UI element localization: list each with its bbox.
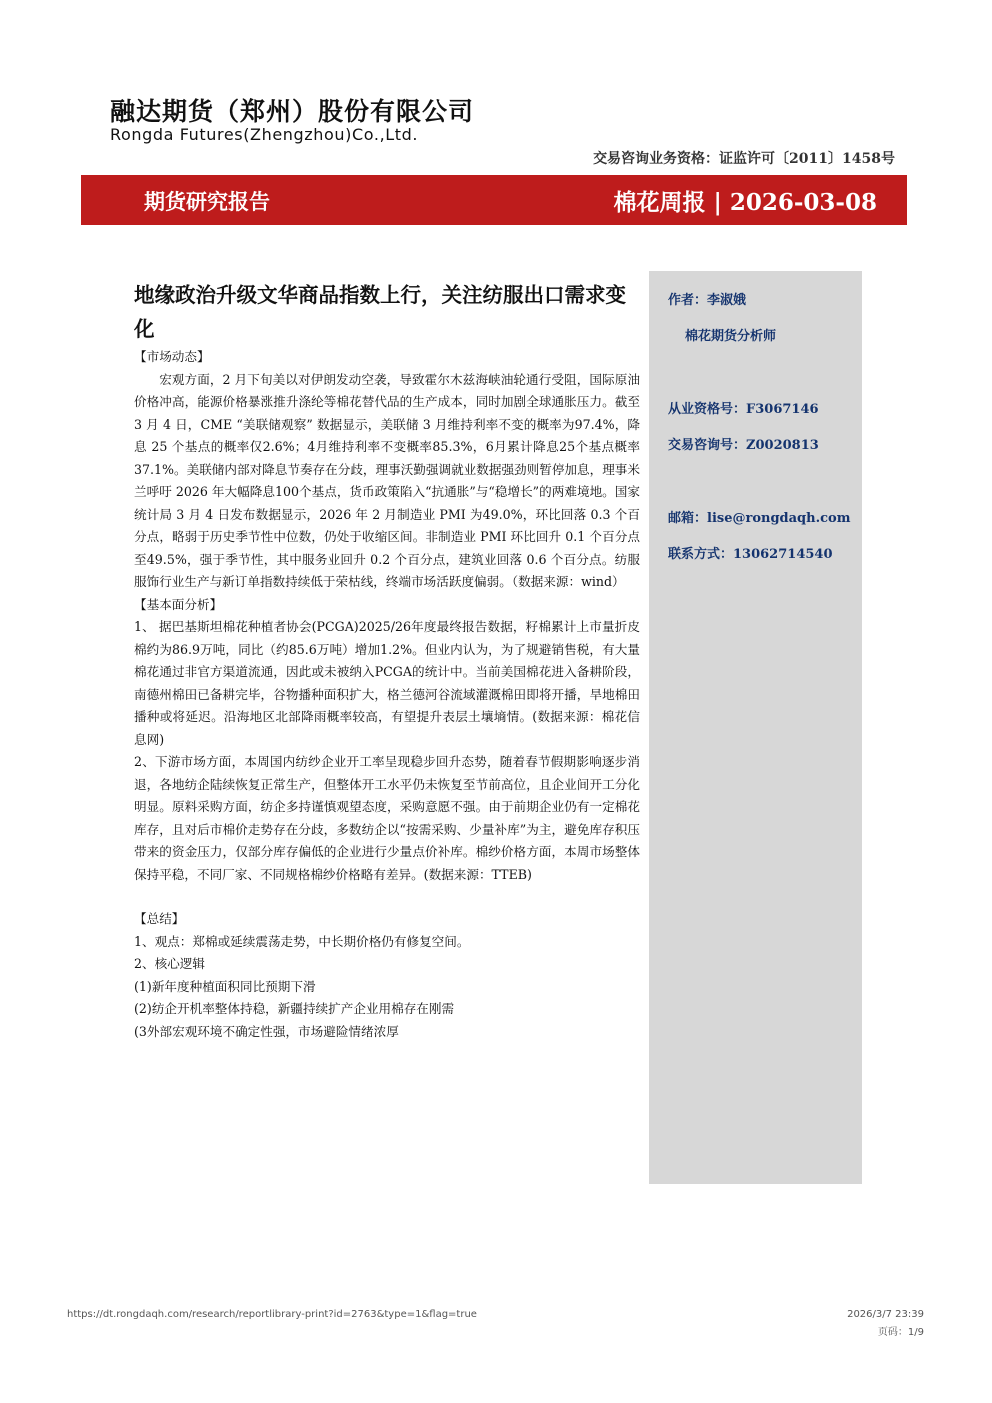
author-name: 作者：李淑娥 [668,293,747,308]
footer-datetime: 2026/3/7 23:39 [847,1309,924,1320]
report-title: 地缘政治升级文华商品指数上行，关注纺服出口需求变化 [134,283,626,341]
footer-url: https://dt.rongdaqh.com/research/reportlibrary-print?id=2763&type=1&flag=true [67,1309,477,1320]
section-heading-summary: 【总结】 [134,911,185,926]
market-paragraph: 宏观方面，2 月下旬美以对伊朗发动空袭，导致霍尔木兹海峡油轮通行受阻，国际原油价格冲高，能源价格暴涨推升涤纶等棉花替代品的生产成本，同时加剧全球通胀压力。截至 3 月 4 日，CME “美联储观察” 数据显示，美联储 3 月维持利率不变的概率为97.4%，降息 25 个基点的概率仅2.6%；4月维持利率不变概率85.3%，6月累计降息25个基点概率 37.1%。美联储内部对降息节奏存在分歧，理事沃勤强调就业数据强劲则暂停加息，理事米兰呼吁 2026 年大幅降息100个基点，货币政策陷入“抗通胀”与“稳增长”的两难境地。国家统计局 3 月 4 日发布数据显示，2026 年 2 月制造业 PMI 为49.0%，环比回落 0.3 个百分点，略弱于历史季节性中位数，仍处于收缩区间。非制造业 PMI 环比回升 0.1 个百分点至49.5%，强于季节性，其中服务业回升 0.2 个百分点，建筑业回落 0.6 个百分点。纺服服饰行业生产与新订单指数持续低于荣枯线，终端市场活跃度偏弱。（数据来源：wind） [134,371,640,589]
report-body [134,278,640,1043]
company-name-en: Rongda Futures(Zhengzhou)Co.,Ltd. [110,125,419,144]
author-role: 棉花期货分析师 [685,329,777,344]
summary-line: 2、核心逻辑 [134,956,205,971]
basic-paragraph-1: 1、 据巴基斯坦棉花种植者协会(PCGA)2025/26年度最终报告数据，籽棉累计上市量折皮棉约为86.9万吨，同比（约85.6万吨）增加1.2%。但业内认为，为了规避销售税，有大量棉花通过非官方渠道流通，因此或未被纳入PCGA的统计中。当前美国棉花进入备耕阶段，南德州棉田已备耕完毕，谷物播种面积扩大，格兰德河谷流域灌溉棉田即将开播，旱地棉田播种或将延迟。沿海地区北部降雨概率较高，有望提升表层土壤墒情。(数据来源：棉花信息网) [134,619,640,747]
qualification-number: 从业资格号：F3067146 [668,402,819,417]
report-type: 期货研究报告 [144,189,270,214]
report-banner [81,175,907,225]
basic-paragraph-2: 2、下游市场方面，本周国内纺纱企业开工率呈现稳步回升态势，随着春节假期影响逐步消退，各地纺企陆续恢复正常生产，但整体开工水平仍未恢复至节前高位，且企业间开工分化明显。原料采购方面，纺企多持谨慎观望态度，采购意愿不强。由于前期企业仍有一定棉花库存，且对后市棉价走势存在分歧，多数纺企以“按需采购、少量补库”为主，避免库存积压带来的资金压力，仅部分库存偏低的企业进行少量点价补库。棉纱价格方面，本周市场整体保持平稳，不同厂家、不同规格棉纱价格略有差异。(数据来源：TTEB) [134,754,640,882]
author-phone: 联系方式：13062714540 [668,547,833,562]
author-sidebar [649,271,862,1184]
summary-line: (3外部宏观环境不确定性强，市场避险情绪浓厚 [134,1023,399,1039]
section-heading-market: 【市场动态】 [134,349,210,364]
consult-number: 交易咨询号：Z0020813 [668,438,819,453]
company-name-cn: 融达期货（郑州）股份有限公司 [110,97,475,126]
summary-line: (2)纺企开机率整体持稳，新疆持续扩产企业用棉存在刚需 [134,1001,455,1016]
summary-line: (1)新年度种植面积同比预期下滑 [134,978,316,994]
report-series-date: 棉花周报 | 2026-03-08 [613,189,877,216]
license-number: 交易咨询业务资格：证监许可〔2011〕1458号 [593,151,895,167]
footer-page-number: 页码：1/9 [877,1327,924,1338]
section-heading-basic: 【基本面分析】 [134,596,223,612]
summary-line: 1、观点：郑棉或延续震荡走势，中长期价格仍有修复空间。 [134,933,470,949]
author-email: 邮箱：lise@rongdaqh.com [668,511,851,526]
